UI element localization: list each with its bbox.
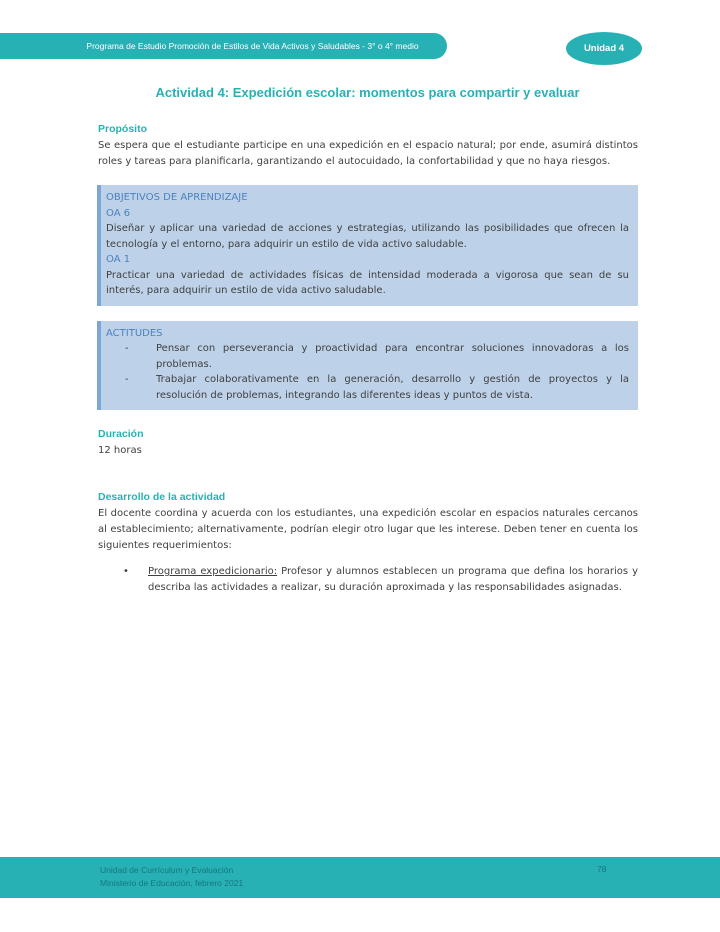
unit-badge-label: Unidad 4: [583, 43, 625, 54]
bullet-lead: Programa expedicionario:: [148, 566, 278, 577]
page-title: Actividad 4: Expedición escolar: momentos para compartir y evaluar: [155, 85, 580, 100]
oa-code: OA 1: [106, 254, 131, 265]
footer-line1: Unidad de Currículum y Evaluación: [100, 865, 234, 875]
list-item: [97, 564, 638, 596]
objetivos-box: [97, 185, 638, 306]
proposito-body: Se espera que el estudiante participe en una expedición en el espacio natural; por ende, asumirá distintos roles y tareas para planificarla, garantizando el autocuidado, la confortabilidad y que no haya riesgos.: [98, 140, 638, 167]
desarrollo-heading: Desarrollo de la actividad: [98, 491, 226, 503]
page-number: 78: [597, 864, 607, 874]
actitudes-list: [106, 341, 629, 403]
actitudes-item-text: Pensar con perseverancia y proactividad para encontrar soluciones innovadoras a los problemas.: [156, 343, 629, 370]
bullet-marker: •: [123, 566, 129, 577]
dash-marker: -: [125, 343, 129, 354]
requerimientos-list: [97, 564, 638, 596]
oa-text: Practicar una variedad de actividades físicas de intensidad moderada a vigorosa que sean de su interés, para adquirir un estilo de vida activo saludable.: [106, 269, 629, 296]
proposito-heading: Propósito: [98, 123, 147, 135]
actitudes-box: [97, 321, 638, 411]
duracion-heading: Duración: [98, 428, 144, 440]
bullet-item-text: [148, 564, 638, 596]
oa-text: Diseñar y aplicar una variedad de acciones y estrategias, utilizando las posibilidades que ofrecen la tecnología y el entorno, para adquirir un estilo de vida activo saludable.: [106, 223, 629, 250]
desarrollo-intro: El docente coordina y acuerda con los estudiantes, una expedición escolar en espacios naturales cercanos al establecimiento; alternativamente, podrían elegir otro lugar que les interese. Deben tener en cuenta los siguientes requerimientos:: [98, 508, 638, 551]
oa-code: OA 6: [106, 207, 131, 219]
list-item: [106, 341, 629, 372]
dash-marker: -: [125, 374, 129, 385]
list-item: [106, 372, 629, 403]
footer-line2: Ministerio de Educación, febrero 2021: [100, 878, 244, 888]
bullet-body: Profesor y alumnos establecen un programa que defina los horarios y describa las actividades a realizar, su duración aproximada y las responsabilidades asignadas.: [148, 566, 638, 593]
content-column: [97, 122, 638, 596]
actitudes-item-text: Trabajar colaborativamente en la generación, desarrollo y gestión de proyectos y la resolución de problemas, integrando las diferentes ideas y puntos de vista.: [156, 374, 629, 401]
actitudes-heading: ACTITUDES: [106, 327, 163, 339]
footer-info: [100, 864, 243, 890]
unit-badge: [566, 32, 642, 65]
duracion-value: 12 horas: [98, 445, 142, 456]
header-bar: [0, 33, 447, 59]
objetivos-heading: OBJETIVOS DE APRENDIZAJE: [106, 192, 248, 203]
footer-bar: [0, 857, 720, 898]
header-program-label: Programa de Estudio Promoción de Estilos de Vida Activos y Saludables - 3° o 4° medio: [86, 41, 419, 51]
